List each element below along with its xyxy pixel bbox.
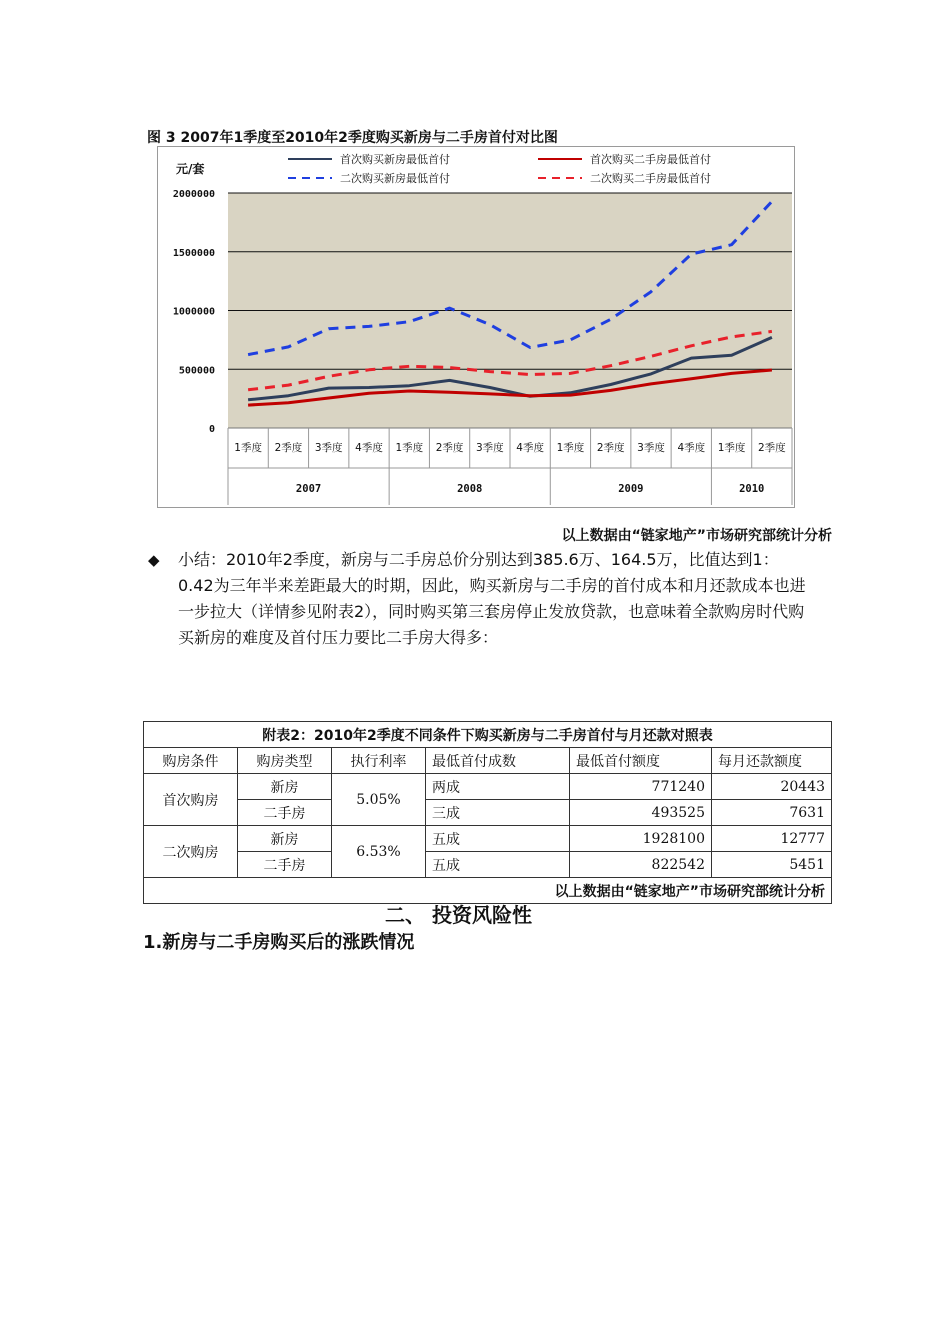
type-cell: 新房 xyxy=(238,826,332,852)
y-tick-label: 500000 xyxy=(178,365,215,377)
table-title-row xyxy=(144,722,832,748)
ratio-cell: 五成 xyxy=(426,826,570,852)
x-tick-label: 2季度 xyxy=(274,442,303,454)
ratio-cell: 三成 xyxy=(426,800,570,826)
bullet-icon: ◆ xyxy=(148,551,160,569)
x-tick-label: 4季度 xyxy=(516,442,544,454)
comparison-table xyxy=(143,721,832,904)
line-chart xyxy=(157,146,795,508)
down-payment-cell: 493525 xyxy=(570,800,712,826)
table-source-note: 以上数据由“链家地产”市场研究部统计分析 xyxy=(144,878,832,904)
summary-paragraph xyxy=(148,547,810,651)
summary-text: 小结：2010年2季度，新房与二手房总价分别达到385.6万、164.5万，比值达到1：0.42为三年半来差距最大的时期，因此，购买新房与二手房的首付成本和月还款成本也进一步拉大（详情参见附表2），同时购买第三套房停止发放贷款，也意味着全款购房时代购买新房的难度及首付压力要比二手房大得多： xyxy=(178,550,806,647)
x-tick-label: 4季度 xyxy=(355,442,383,454)
y-axis-label: 元/套 xyxy=(176,162,205,176)
table xyxy=(143,721,832,904)
legend-label: 二次购买二手房最低首付 xyxy=(590,172,711,185)
y-tick-label: 2000000 xyxy=(172,189,215,200)
table-row xyxy=(144,774,832,800)
legend-label: 首次购买新房最低首付 xyxy=(340,153,450,166)
header-cell: 购房条件 xyxy=(144,748,238,774)
x-tick-label: 1季度 xyxy=(556,442,585,454)
type-cell: 二手房 xyxy=(238,800,332,826)
x-tick-label: 2季度 xyxy=(596,442,625,454)
table-header-row xyxy=(144,748,832,774)
type-cell: 二手房 xyxy=(238,852,332,878)
y-tick-label: 0 xyxy=(208,424,215,435)
x-tick-label: 2季度 xyxy=(758,442,786,454)
monthly-cell: 7631 xyxy=(712,800,832,826)
header-cell: 购房类型 xyxy=(238,748,332,774)
legend-label: 首次购买二手房最低首付 xyxy=(590,153,711,166)
monthly-cell: 5451 xyxy=(712,852,832,878)
sub-heading: 1.新房与二手房购买后的涨跌情况 xyxy=(143,932,415,953)
table-title: 附表2：2010年2季度不同条件下购买新房与二手房首付与月还款对照表 xyxy=(144,722,832,748)
x-tick-label: 1季度 xyxy=(234,442,262,454)
type-cell: 新房 xyxy=(238,774,332,800)
x-tick-label: 3季度 xyxy=(637,442,665,454)
x-tick-label: 3季度 xyxy=(314,442,343,454)
year-label: 2009 xyxy=(618,483,644,495)
monthly-cell: 12777 xyxy=(712,826,832,852)
down-payment-cell: 771240 xyxy=(570,774,712,800)
header-cell: 最低首付成数 xyxy=(426,748,570,774)
y-tick-label: 1000000 xyxy=(172,306,215,318)
condition-cell: 二次购房 xyxy=(144,826,238,878)
x-tick-label: 4季度 xyxy=(677,442,706,454)
chart-canvas xyxy=(158,147,794,507)
ratio-cell: 五成 xyxy=(426,852,570,878)
year-label: 2007 xyxy=(295,483,322,495)
ratio-cell: 两成 xyxy=(426,774,570,800)
chart-source-note: 以上数据由“链家地产”市场研究部统计分析 xyxy=(561,528,832,544)
header-cell: 每月还款额度 xyxy=(712,748,832,774)
down-payment-cell: 822542 xyxy=(570,852,712,878)
legend-label: 二次购买新房最低首付 xyxy=(340,172,450,185)
figure-caption: 图 3 2007年1季度至2010年2季度购买新房与二手房首付对比图 xyxy=(147,130,558,146)
year-label: 2010 xyxy=(739,483,765,495)
down-payment-cell: 1928100 xyxy=(570,826,712,852)
section-heading: 二、 投资风险性 xyxy=(385,903,532,927)
x-tick-label: 1季度 xyxy=(717,442,746,454)
table-row xyxy=(144,852,832,878)
x-tick-label: 2季度 xyxy=(435,442,464,454)
rate-cell: 5.05% xyxy=(332,774,426,826)
y-tick-label: 1500000 xyxy=(172,247,215,259)
year-label: 2008 xyxy=(457,483,483,495)
table-row xyxy=(144,826,832,852)
table-row xyxy=(144,800,832,826)
header-cell: 执行利率 xyxy=(332,748,426,774)
x-tick-label: 3季度 xyxy=(476,442,504,454)
condition-cell: 首次购房 xyxy=(144,774,238,826)
monthly-cell: 20443 xyxy=(712,774,832,800)
header-cell: 最低首付额度 xyxy=(570,748,712,774)
rate-cell: 6.53% xyxy=(332,826,426,878)
x-tick-label: 1季度 xyxy=(395,442,424,454)
